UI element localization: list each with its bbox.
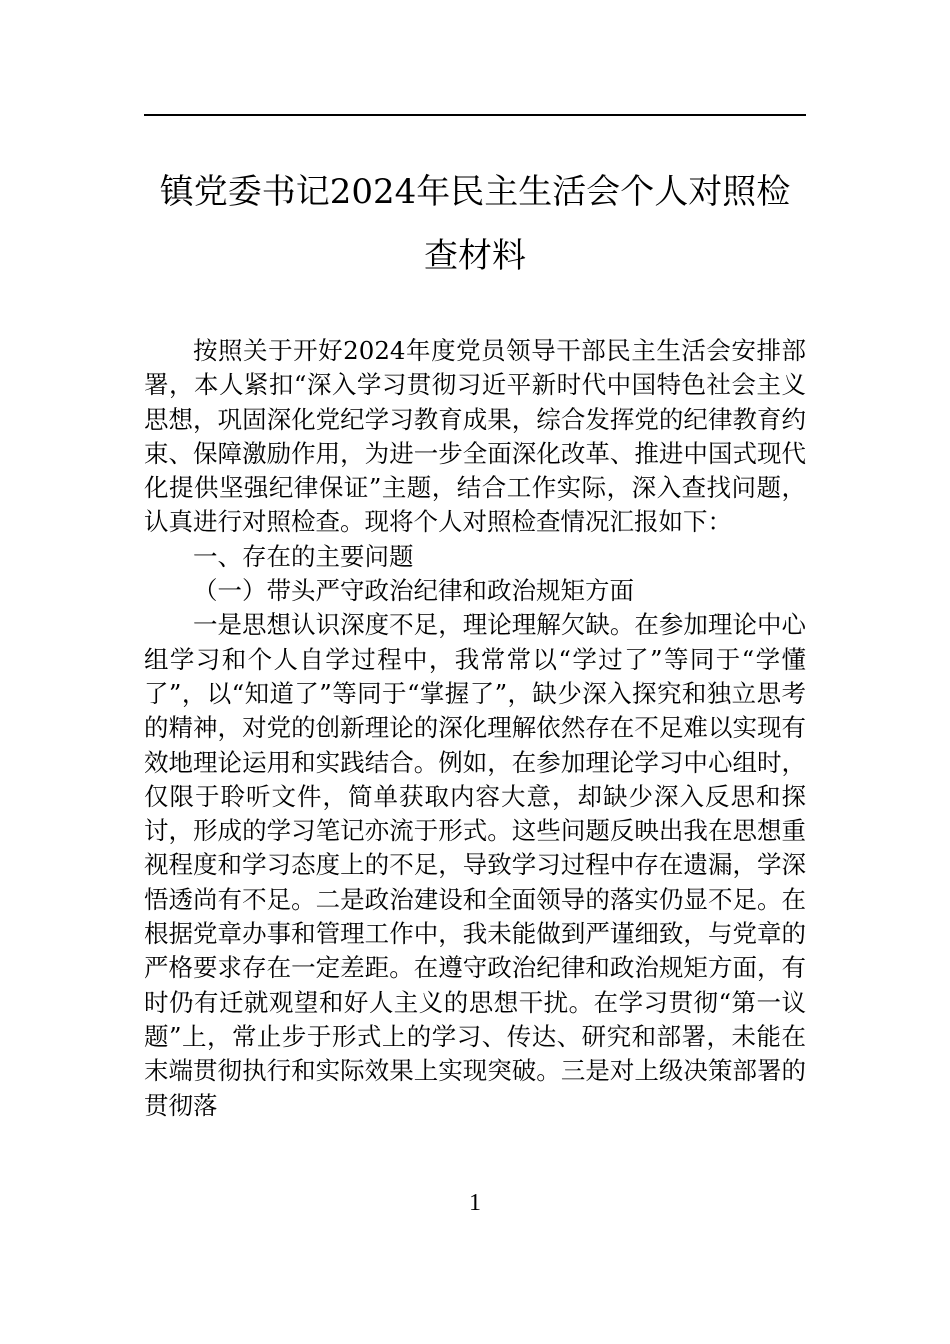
document-body	[144, 334, 806, 1123]
intro-paragraph: 按照关于开好2024年度党员领导干部民主生活会安排部署，本人紧扣“深入学习贯彻习近平新时代中国特色社会主义思想，巩固深化党纪学习教育成果，综合发挥党的纪律教育约束、保障激励作用，为进一步全面深化改革、推进中国式现代化提供坚强纪律保证”主题，结合工作实际，深入查找问题，认真进行对照检查。现将个人对照检查情况汇报如下：	[144, 336, 806, 537]
header-rule	[144, 114, 806, 116]
section-heading: 一、存在的主要问题	[193, 541, 414, 571]
body-paragraph: 一是思想认识深度不足，理论理解欠缺。在参加理论中心组学习和个人自学过程中，我常常以“学过了”等同于“学懂了”，以“知道了”等同于“掌握了”，缺少深入探究和独立思考的精神，对党的创新理论的深化理解依然存在不足难以实现有效地理论运用和实践结合。例如，在参加理论学习中心组时，仅限于聆听文件，简单获取内容大意，却缺少深入反思和探讨，形成的学习笔记亦流于形式。这些问题反映出我在思想重视程度和学习态度上的不足，导致学习过程中存在遗漏，学深悟透尚有不足。二是政治建设和全面领导的落实仍显不足。在根据党章办事和管理工作中，我未能做到严谨细致，与党章的严格要求存在一定差距。在遵守政治纪律和政治规矩方面，有时仍有迁就观望和好人主义的思想干扰。在学习贯彻“第一议题”上，常止步于形式上的学习、传达、研究和部署，未能在末端贯彻执行和实际效果上实现突破。三是对上级决策部署的贯彻落	[144, 610, 806, 1120]
page-number: 1	[469, 1190, 481, 1216]
subsection-heading: （一）带头严守政治纪律和政治规矩方面	[193, 576, 634, 606]
document-title: 镇党委书记2024年民主生活会个人对照检查材料	[159, 172, 791, 276]
